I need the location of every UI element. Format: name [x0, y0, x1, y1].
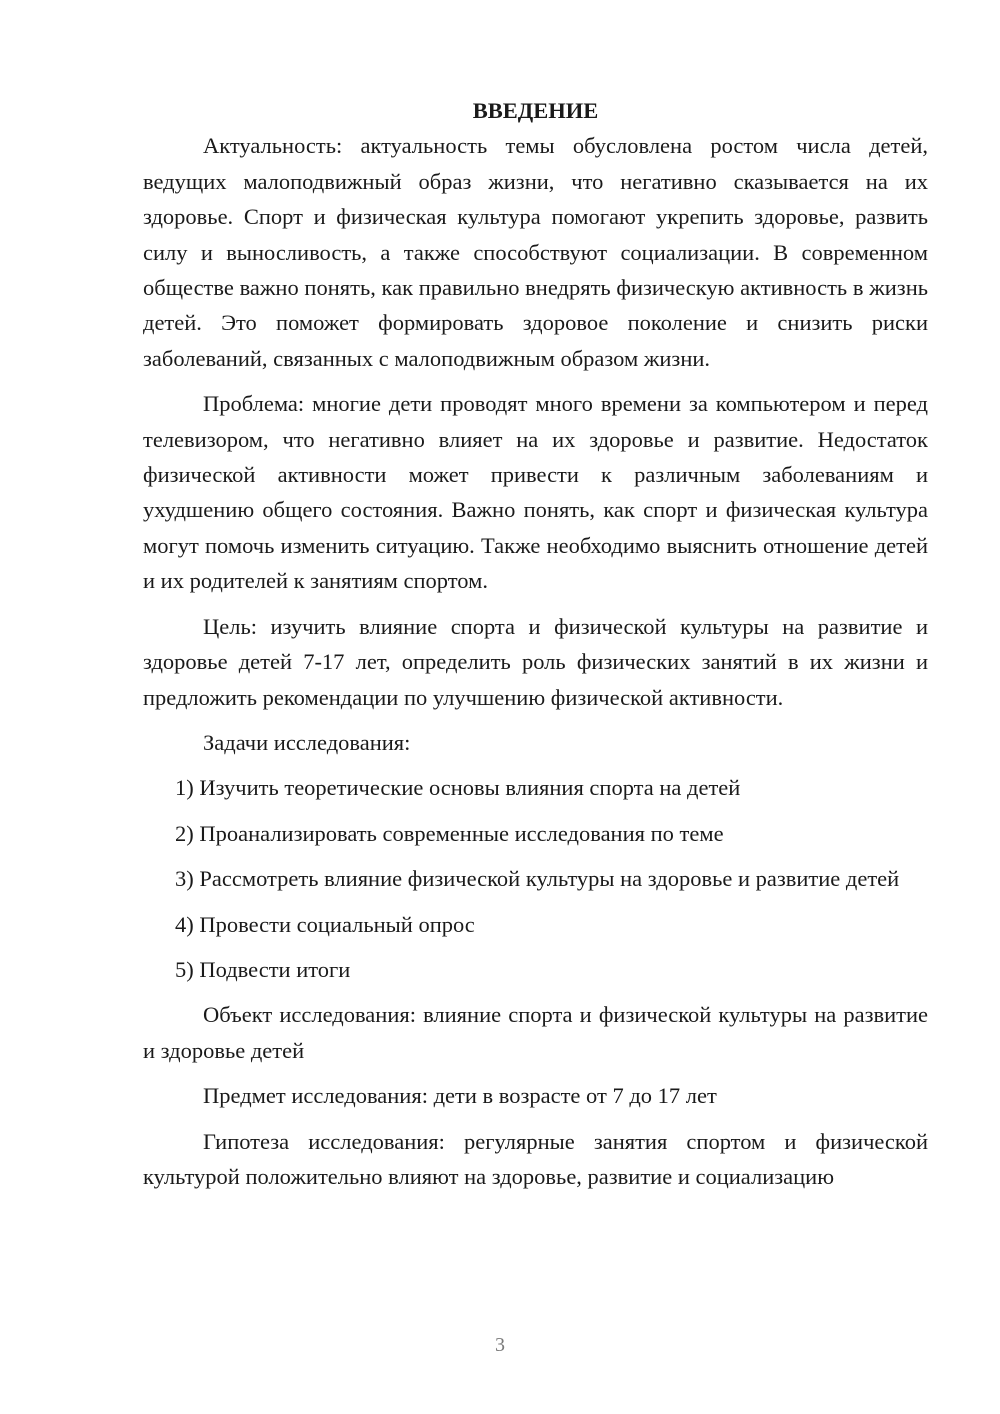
task-item: 3) Рассмотреть влияние физической культуры на здоровье и развитие детей — [175, 866, 900, 892]
task-item: 4) Провести социальный опрос — [175, 911, 475, 937]
object-paragraph: Объект исследования: влияние спорта и физической культуры на развитие и здоровье детей — [143, 1002, 928, 1063]
tasks-heading: Задачи исследования: — [203, 729, 411, 755]
problem-paragraph: Проблема: многие дети проводят много времени за компьютером и перед телевизором, что негативно влияет на их здоровье и развитие. Недостаток физической активности может привести к различным заболеваниям и ухудшению общего состояния. Важно понять, как спорт и физическая культура могут помочь изменить ситуацию. Также необходимо выяснить отношение детей и их родителей к занятиям спортом. — [143, 391, 928, 594]
hypothesis-paragraph: Гипотеза исследования: регулярные занятия спортом и физической культурой положительно влияют на здоровье, развитие и социализацию — [143, 1128, 928, 1189]
subject-paragraph: Предмет исследования: дети в возрасте от 7 до 17 лет — [203, 1083, 717, 1109]
relevance-paragraph: Актуальность: актуальность темы обусловлена ростом числа детей, ведущих малоподвижный образ жизни, что негативно сказывается на их здоровье. Спорт и физическая культура помогают укрепить здоровье, развить силу и выносливость, а также способствуют социализации. В современном обществе важно понять, как правильно внедрять физическую активность в жизнь детей. Это поможет формировать здоровое поколение и снизить риски заболеваний, связанных с малоподвижным образом жизни. — [143, 133, 928, 371]
page-content — [143, 93, 928, 1204]
task-item: 2) Проанализировать современные исследования по теме — [175, 820, 724, 846]
page-number: 3 — [495, 1334, 505, 1356]
goal-paragraph: Цель: изучить влияние спорта и физической культуры на развитие и здоровье детей 7-17 лет, определить роль физических занятий в их жизни и предложить рекомендации по улучшению физической активности. — [143, 613, 928, 710]
task-item: 5) Подвести итоги — [175, 956, 351, 982]
task-item: 1) Изучить теоретические основы влияния спорта на детей — [175, 775, 741, 801]
section-title: ВВЕДЕНИЕ — [472, 98, 599, 123]
